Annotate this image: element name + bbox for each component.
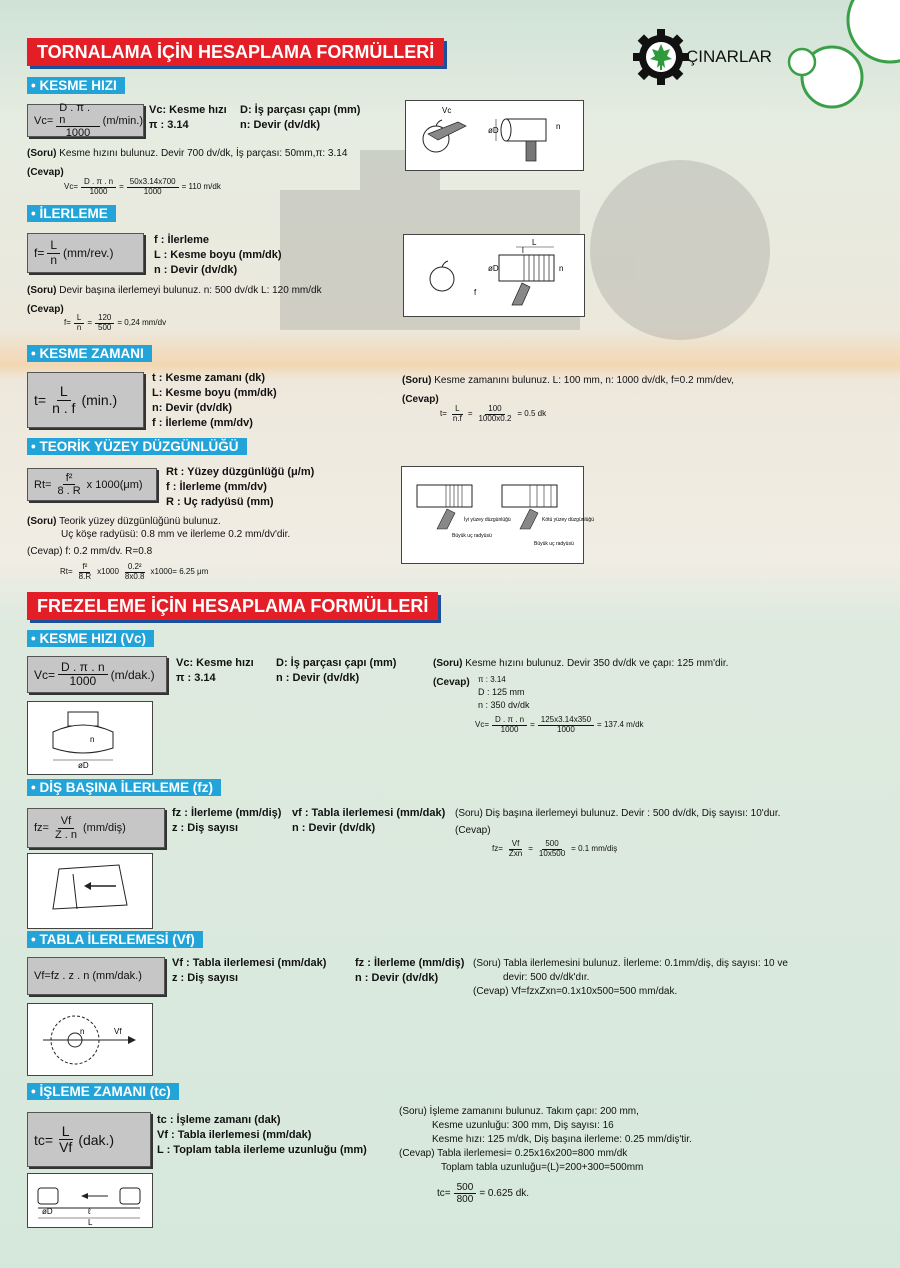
milling-cutting-speed-answer-label: (Cevap): [433, 677, 470, 688]
turning-surface-defs: Rt : Yüzey düzgünlüğü (μ/m) f : İlerleme (mm/dv) R : Uç radyüsü (mm): [166, 466, 315, 508]
svg-text:n: n: [80, 1027, 85, 1036]
milling-machining-time-formula: tc= $\frac{L}{Vf}$ (dak.): [27, 1112, 151, 1167]
milling-feed-tooth-question: (Soru) Diş başına ilerlemeyi bulunuz. Devir : 500 dv/dk, Diş sayısı: 10'dur.: [455, 808, 781, 819]
svg-text:ℓ: ℓ: [88, 1207, 91, 1216]
svg-text:øD: øD: [488, 126, 499, 135]
svg-text:L: L: [532, 238, 537, 247]
turning-surface-answer-line: (Cevap) f: 0.2 mm/dv. R=0.8: [27, 546, 153, 557]
svg-text:L: L: [88, 1218, 93, 1227]
svg-text:İyi yüzey düzgünlüğü: İyi yüzey düzgünlüğü: [464, 517, 511, 523]
milling-table-feed-defs-left: Vf : Tabla ilerlemesi (mm/dak) z : Diş sayısı: [172, 957, 327, 984]
turning-feed-question: (Soru) Devir başına ilerlemeyi bulunuz. n: 500 dv/dk L: 120 mm/dk: [27, 285, 322, 296]
milling-table-feed-figure: [27, 1003, 153, 1076]
turning-surface-answer: Rt= $\frac{\text{f²}}{8.R}$ x1000 $\frac{\text{0.2²}}{8x0.8}$ x1000= 6.25 μm: [60, 562, 209, 581]
turning-cutting-speed-heading: • KESME HIZI: [27, 77, 125, 94]
milling-feed-tooth-answer: fz= $\frac{Vf}{\text{Zxn}}$ = $\frac{500}{10x500}$ = 0.1 mm/diş: [492, 839, 618, 858]
turning-feed-heading: • İLERLEME: [27, 205, 116, 222]
milling-table-feed-defs-right: fz : İlerleme (mm/diş) n : Devir (dv/dk): [355, 957, 465, 984]
brand-logo: [632, 28, 792, 88]
svg-text:Büyük uç radyüsü: Büyük uç radyüsü: [534, 541, 574, 547]
svg-text:n: n: [90, 735, 95, 744]
milling-machining-time-answer: tc= $\frac{500}{800}$ = 0.625 dk.: [437, 1182, 530, 1205]
turning-cutting-speed-question: (Soru) Kesme hızını bulunuz. Devir 700 dv/dk, İş parçası: 50mm,π: 3.14: [27, 148, 348, 159]
milling-cutting-speed-defs-left: Vc: Kesme hızı π : 3.14: [176, 657, 254, 684]
turning-surface-question: (Soru) Teorik yüzey düzgünlüğünü bulunuz.: [27, 516, 221, 527]
svg-text:Vf: Vf: [114, 1027, 122, 1036]
svg-text:Kötü yüzey düzgünlüğü: Kötü yüzey düzgünlüğü: [542, 517, 594, 523]
turning-surface-heading: • TEORİK YÜZEY DÜZGÜNLÜĞÜ: [27, 438, 247, 455]
svg-text:Vc: Vc: [442, 106, 452, 115]
milling-cutting-speed-formula: Vc= $\frac{D . \pi . n}{1000}$ (m/dak.): [27, 656, 167, 693]
turning-cutting-speed-formula: Vc= $\frac{D . \pi . n}{1000}$ (m/min.): [27, 104, 144, 137]
turning-cutting-speed-answer: Vc= $\frac{D . \pi . n}{1000}$ = $\frac{50x3.14x700}{1000}$ = 110 m/dk: [64, 177, 221, 196]
milling-machining-time-line-4: (Cevap) Tabla ilerlemesi= 0.25x16x200=800 mm/dk: [399, 1148, 628, 1159]
turning-feed-answer: f= $\frac{L}{n}$ = $\frac{120}{500}$ = 0,24 mm/dv: [64, 313, 167, 332]
milling-machining-time-figure: [27, 1173, 153, 1228]
turning-feed-figure: [403, 234, 585, 317]
milling-table-feed-line-2: devir: 500 dv/dk'dır.: [503, 972, 590, 983]
milling-feed-tooth-heading: • DİŞ BAŞINA İLERLEME (fz): [27, 779, 221, 796]
svg-text:øD: øD: [488, 264, 499, 273]
gear-leaf-icon: [632, 28, 690, 86]
milling-feed-tooth-answer-label: (Cevap): [455, 825, 491, 836]
milling-feed-tooth-formula: fz= $\frac{Vf}{Z . n}$ (mm/diş): [27, 808, 165, 848]
milling-machining-time-defs: tc : İşleme zamanı (dak) Vf : Tabla ilerlemesi (mm/dak) L : Toplam tabla ilerleme uzunluğu (mm): [157, 1114, 367, 1156]
brand-name: ÇINARLAR: [686, 47, 772, 66]
milling-cutting-speed-given: π : 3.14 D : 125 mm n : 350 dv/dk: [478, 675, 530, 710]
turning-cutting-speed-defs-right: D: İş parçası çapı (mm) n: Devir (dv/dk): [240, 104, 361, 131]
milling-table-feed-heading: • TABLA İLERLEMESİ (Vf): [27, 931, 203, 948]
turning-surface-question-2: Uç köşe radyüsü: 0.8 mm ve ilerleme 0.2 mm/dv'dir.: [61, 529, 291, 540]
turning-cutting-time-formula: t= $\frac{L}{n . f}$ (min.): [27, 372, 144, 428]
milling-cutting-speed-defs-right: D: İş parçası çapı (mm) n : Devir (dv/dk): [276, 657, 397, 684]
svg-text:Büyük uç radyüsü: Büyük uç radyüsü: [452, 533, 492, 539]
turning-cutting-time-heading: • KESME ZAMANI: [27, 345, 152, 362]
milling-section-title: FREZELEME İÇİN HESAPLAMA FORMÜLLERİ: [27, 592, 438, 620]
milling-machining-time-line-1: (Soru) İşleme zamanını bulunuz. Takım çapı: 200 mm,: [399, 1106, 639, 1117]
svg-text:l: l: [522, 246, 524, 255]
milling-feed-tooth-figure: [27, 853, 153, 929]
svg-text:f: f: [474, 288, 477, 297]
milling-machining-time-heading: • İŞLEME ZAMANI (tc): [27, 1083, 179, 1100]
milling-machining-time-line-5: Toplam tabla uzunluğu=(L)=200+300=500mm: [441, 1162, 644, 1173]
turning-cutting-time-answer-label: (Cevap): [402, 394, 439, 405]
milling-feed-tooth-defs-left: fz : İlerleme (mm/diş) z : Diş sayısı: [172, 807, 282, 834]
svg-text:øD: øD: [78, 761, 89, 770]
decorative-circles: [780, 0, 900, 110]
turning-feed-answer-label: (Cevap): [27, 304, 64, 315]
turning-cutting-speed-answer-label: (Cevap): [27, 167, 64, 178]
turning-surface-formula: Rt= $\frac{\text{f²}}{8 . R}$ x 1000(μm): [27, 468, 157, 501]
milling-cutting-speed-question: (Soru) Kesme hızını bulunuz. Devir 350 dv/dk ve çapı: 125 mm'dir.: [433, 658, 729, 669]
turning-cutting-speed-defs-left: Vc: Kesme hızı π : 3.14: [149, 104, 227, 131]
milling-table-feed-line-1: (Soru) Tabla ilerlemesini bulunuz. İlerleme: 0.1mm/diş, diş sayısı: 10 ve: [473, 958, 788, 969]
milling-cutting-speed-heading: • KESME HIZI (Vc): [27, 630, 154, 647]
turning-section-title: TORNALAMA İÇİN HESAPLAMA FORMÜLLERİ: [27, 38, 444, 66]
turning-feed-formula: f= $\frac{L}{n}$ (mm/rev.): [27, 233, 144, 273]
turning-cutting-time-question: (Soru) Kesme zamanını bulunuz. L: 100 mm, n: 1000 dv/dk, f=0.2 mm/dev,: [402, 375, 734, 386]
milling-machining-time-line-3: Kesme hızı: 125 m/dk, Diş başına ilerleme: 0.25 mm/diş'tir.: [432, 1134, 692, 1145]
svg-text:n: n: [559, 264, 564, 273]
turning-cutting-time-defs: t : Kesme zamanı (dk) L: Kesme boyu (mm/dk) n: Devir (dv/dk) f : İlerleme (mm/dv): [152, 372, 277, 429]
milling-cutting-speed-figure: [27, 701, 153, 775]
milling-table-feed-line-3: (Cevap) Vf=fzxZxn=0.1x10x500=500 mm/dak.: [473, 986, 678, 997]
svg-text:øD: øD: [42, 1207, 53, 1216]
turning-cutting-time-answer: t= $\frac{L}{n.f}$ = $\frac{100}{1000x0.2}$ = 0.5 dk: [440, 404, 547, 423]
turning-cutting-speed-figure: [405, 100, 584, 171]
milling-cutting-speed-answer: Vc= $\frac{D . \pi . n}{1000}$ = $\frac{125x3.14x350}{1000}$ = 137.4 m/dk: [475, 715, 644, 734]
turning-feed-defs: f : İlerleme L : Kesme boyu (mm/dk) n : Devir (dv/dk): [154, 234, 282, 276]
svg-text:n: n: [556, 122, 561, 131]
milling-machining-time-line-2: Kesme uzunluğu: 300 mm, Diş sayısı: 16: [432, 1120, 614, 1131]
milling-table-feed-formula: Vf=fz . z . n (mm/dak.): [27, 957, 165, 995]
milling-feed-tooth-defs-right: vf : Tabla ilerlemesi (mm/dak) n : Devir (dv/dk): [292, 807, 446, 834]
turning-surface-figure: [401, 466, 594, 564]
